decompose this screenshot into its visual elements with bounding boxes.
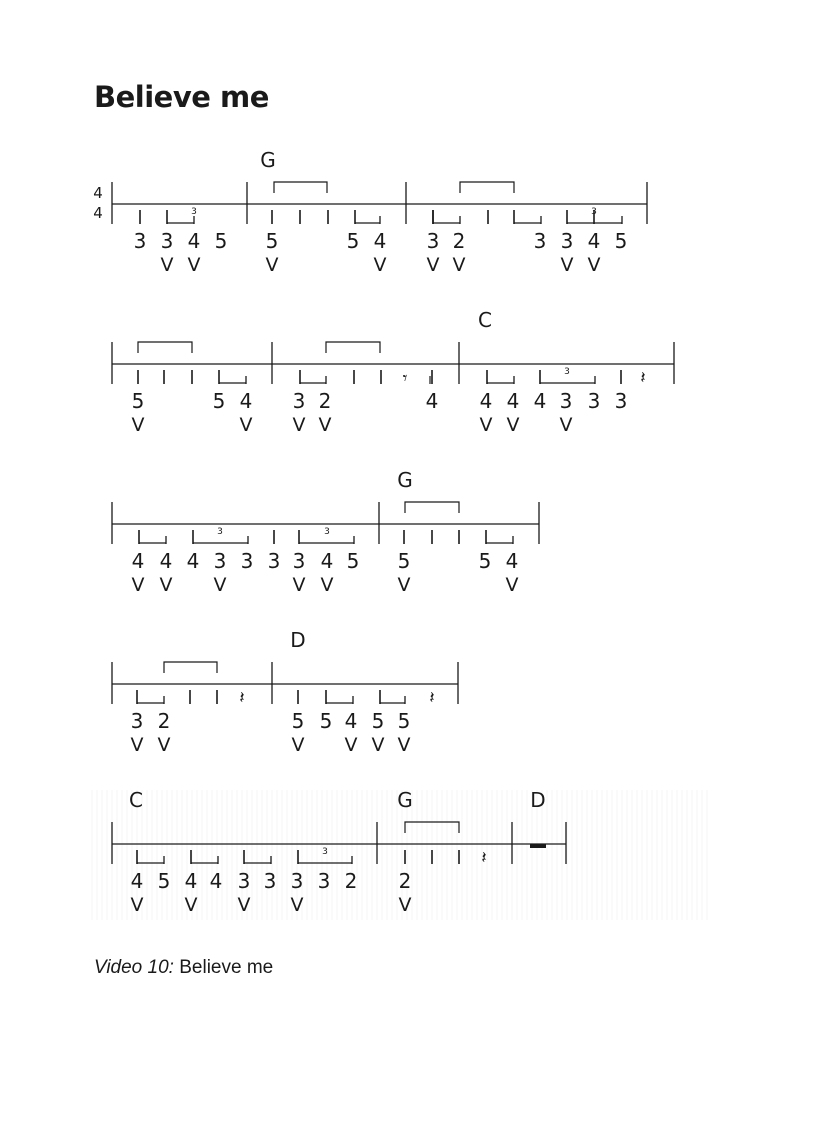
note-number: 5 — [319, 709, 333, 733]
note-number: 4 — [479, 389, 493, 413]
quarter-rest: 𝄽 — [640, 368, 646, 388]
up-bow-mark: V — [160, 254, 174, 276]
up-bow-mark: V — [452, 254, 466, 276]
up-bow-mark: V — [506, 414, 520, 436]
note-number: 5 — [478, 549, 492, 573]
up-bow-mark: V — [131, 414, 145, 436]
chord-label: C — [478, 308, 492, 332]
note-number: 5 — [397, 549, 411, 573]
up-bow-mark: V — [479, 414, 493, 436]
note-number: 5 — [346, 229, 360, 253]
up-bow-mark: V — [159, 574, 173, 596]
up-bow-mark: V — [318, 414, 332, 436]
caption-text: Believe me — [179, 957, 274, 978]
note-number: 3 — [267, 549, 281, 573]
note-number: 4 — [239, 389, 253, 413]
note-number: 5 — [346, 549, 360, 573]
note-number: 5 — [214, 229, 228, 253]
up-bow-mark: V — [587, 254, 601, 276]
up-bow-mark: V — [157, 734, 171, 756]
up-bow-mark: V — [213, 574, 227, 596]
note-number: 3 — [237, 869, 251, 893]
note-number: 2 — [452, 229, 466, 253]
note-number: 4 — [184, 869, 198, 893]
slur-bracket — [405, 502, 459, 513]
note-number: 4 — [209, 869, 223, 893]
note-number: 3 — [317, 869, 331, 893]
note-number: 4 — [320, 549, 334, 573]
note-number: 5 — [371, 709, 385, 733]
note-number: 3 — [587, 389, 601, 413]
note-number: 5 — [157, 869, 171, 893]
chord-label: G — [397, 788, 413, 812]
note-number: 3 — [560, 229, 574, 253]
note-number: 3 — [426, 229, 440, 253]
note-number: 4 — [186, 549, 200, 573]
note-number: 2 — [157, 709, 171, 733]
up-bow-mark: V — [239, 414, 253, 436]
up-bow-mark: V — [130, 734, 144, 756]
triplet-number: 3 — [564, 367, 570, 377]
up-bow-mark: V — [505, 574, 519, 596]
up-bow-mark: V — [290, 894, 304, 916]
note-number: 5 — [131, 389, 145, 413]
note-number: 3 — [213, 549, 227, 573]
note-number: 5 — [397, 709, 411, 733]
up-bow-mark: V — [344, 734, 358, 756]
figure-caption — [94, 957, 273, 979]
chord-label: D — [530, 788, 546, 812]
note-number: 3 — [130, 709, 144, 733]
note-number: 5 — [614, 229, 628, 253]
time-signature-top: 4 — [93, 184, 103, 202]
eighth-rest: 𝄾 — [402, 368, 408, 389]
up-bow-mark: V — [397, 734, 411, 756]
up-bow-mark: V — [398, 894, 412, 916]
note-number: 3 — [614, 389, 628, 413]
whole-rest — [530, 844, 546, 848]
note-number: 3 — [290, 869, 304, 893]
up-bow-mark: V — [426, 254, 440, 276]
triplet-number: 3 — [217, 527, 223, 537]
up-bow-mark: V — [184, 894, 198, 916]
note-number: 4 — [587, 229, 601, 253]
quarter-rest: 𝄽 — [429, 688, 435, 708]
page-title: Believe me — [94, 80, 269, 114]
caption-video-label: Video 10: — [94, 957, 174, 978]
triplet-number: 3 — [322, 847, 328, 857]
up-bow-mark: V — [559, 414, 573, 436]
note-number: 3 — [292, 389, 306, 413]
time-signature-bottom: 4 — [93, 204, 103, 222]
note-number: 2 — [398, 869, 412, 893]
up-bow-mark: V — [397, 574, 411, 596]
up-bow-mark: V — [292, 574, 306, 596]
note-number: 2 — [318, 389, 332, 413]
chord-label: C — [129, 788, 143, 812]
up-bow-mark: V — [373, 254, 387, 276]
up-bow-mark: V — [237, 894, 251, 916]
note-number: 4 — [187, 229, 201, 253]
up-bow-mark: V — [292, 414, 306, 436]
triplet-number: 3 — [324, 527, 330, 537]
note-number: 5 — [212, 389, 226, 413]
triplet-number: 3 — [191, 207, 197, 217]
slur-bracket — [164, 662, 217, 673]
note-number: 3 — [559, 389, 573, 413]
up-bow-mark: V — [320, 574, 334, 596]
slur-bracket — [274, 182, 327, 193]
note-number: 4 — [130, 869, 144, 893]
triplet-number: 3 — [591, 207, 597, 217]
note-number: 4 — [506, 389, 520, 413]
note-number: 2 — [344, 869, 358, 893]
up-bow-mark: V — [291, 734, 305, 756]
up-bow-mark: V — [560, 254, 574, 276]
note-number: 4 — [373, 229, 387, 253]
note-number: 3 — [292, 549, 306, 573]
up-bow-mark: V — [265, 254, 279, 276]
slur-bracket — [326, 342, 380, 353]
up-bow-mark: V — [371, 734, 385, 756]
note-number: 5 — [291, 709, 305, 733]
slur-bracket — [138, 342, 192, 353]
note-number: 3 — [240, 549, 254, 573]
up-bow-mark: V — [131, 574, 145, 596]
note-number: 4 — [533, 389, 547, 413]
note-number: 3 — [160, 229, 174, 253]
note-number: 4 — [159, 549, 173, 573]
up-bow-mark: V — [187, 254, 201, 276]
quarter-rest: 𝄽 — [481, 848, 487, 868]
note-number: 4 — [425, 389, 439, 413]
note-number: 3 — [263, 869, 277, 893]
quarter-rest: 𝄽 — [239, 688, 245, 708]
up-bow-mark: V — [130, 894, 144, 916]
chord-label: G — [260, 148, 276, 172]
note-number: 3 — [533, 229, 547, 253]
note-number: 3 — [133, 229, 147, 253]
chord-label: D — [290, 628, 306, 652]
note-number: 4 — [505, 549, 519, 573]
note-number: 4 — [344, 709, 358, 733]
note-number: 4 — [131, 549, 145, 573]
chord-label: G — [397, 468, 413, 492]
note-number: 5 — [265, 229, 279, 253]
slur-bracket — [460, 182, 514, 193]
